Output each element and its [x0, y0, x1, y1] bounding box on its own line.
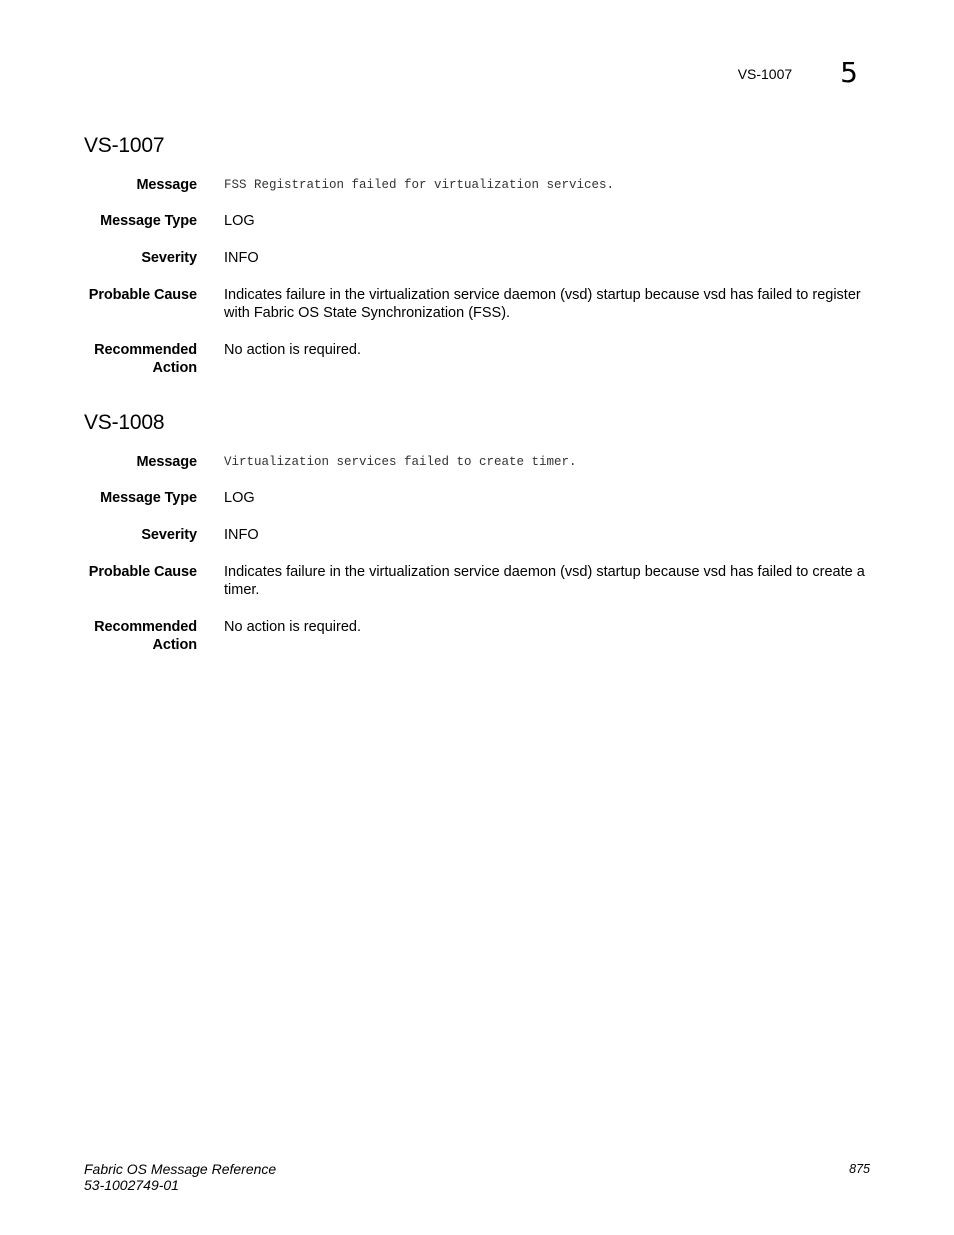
section-title: VS-1008	[84, 411, 165, 434]
row-label: Probable Cause	[88, 287, 197, 303]
probable-cause-text: Indicates failure in the virtualization service daemon (vsd) startup because vsd has failed to create a timer.	[224, 564, 865, 598]
row-label: Probable Cause	[88, 564, 197, 580]
message-row	[84, 176, 874, 194]
section-vs-1007	[84, 134, 874, 395]
message-text: Virtualization services failed to create timer.	[224, 455, 577, 469]
message-text: FSS Registration failed for virtualization services.	[224, 178, 615, 192]
footer-doc-number: 53-1002749-01	[84, 1177, 179, 1193]
message-type-value: LOG	[224, 490, 255, 506]
section-title: VS-1007	[84, 134, 165, 157]
severity-value: INFO	[224, 527, 259, 543]
label-line: Action	[152, 360, 197, 376]
severity-row	[84, 249, 874, 267]
row-label	[84, 341, 197, 377]
page-number: 875	[849, 1162, 870, 1176]
recommended-action-row	[84, 341, 874, 377]
recommended-action-text: No action is required.	[224, 619, 362, 635]
message-type-value: LOG	[224, 213, 255, 229]
row-label: Message	[136, 454, 197, 470]
running-title: VS-1007	[737, 66, 793, 82]
row-label: Message Type	[100, 213, 197, 229]
row-label: Severity	[141, 527, 197, 543]
row-label: Severity	[141, 250, 197, 266]
label-line: Recommended	[94, 342, 197, 358]
probable-cause-text: Indicates failure in the virtualization service daemon (vsd) startup because vsd has failed to register with Fabric OS State Synchronization (FSS).	[224, 287, 861, 321]
message-type-row	[84, 489, 874, 507]
message-type-row	[84, 212, 874, 230]
label-line: Recommended	[94, 619, 197, 635]
recommended-action-row	[84, 618, 874, 654]
label-line: Action	[152, 637, 197, 653]
recommended-action-text: No action is required.	[224, 342, 362, 358]
chapter-number: 5	[840, 56, 858, 89]
probable-cause-row	[84, 286, 874, 322]
running-header	[738, 56, 858, 89]
severity-value: INFO	[224, 250, 259, 266]
footer-doc-title: Fabric OS Message Reference	[84, 1161, 277, 1177]
section-vs-1008	[84, 411, 874, 672]
row-label: Message Type	[100, 490, 197, 506]
footer-doc-info	[84, 1161, 276, 1193]
probable-cause-row	[84, 563, 874, 599]
row-label	[84, 618, 197, 654]
severity-row	[84, 526, 874, 544]
row-label: Message	[136, 177, 197, 193]
message-row	[84, 453, 874, 471]
